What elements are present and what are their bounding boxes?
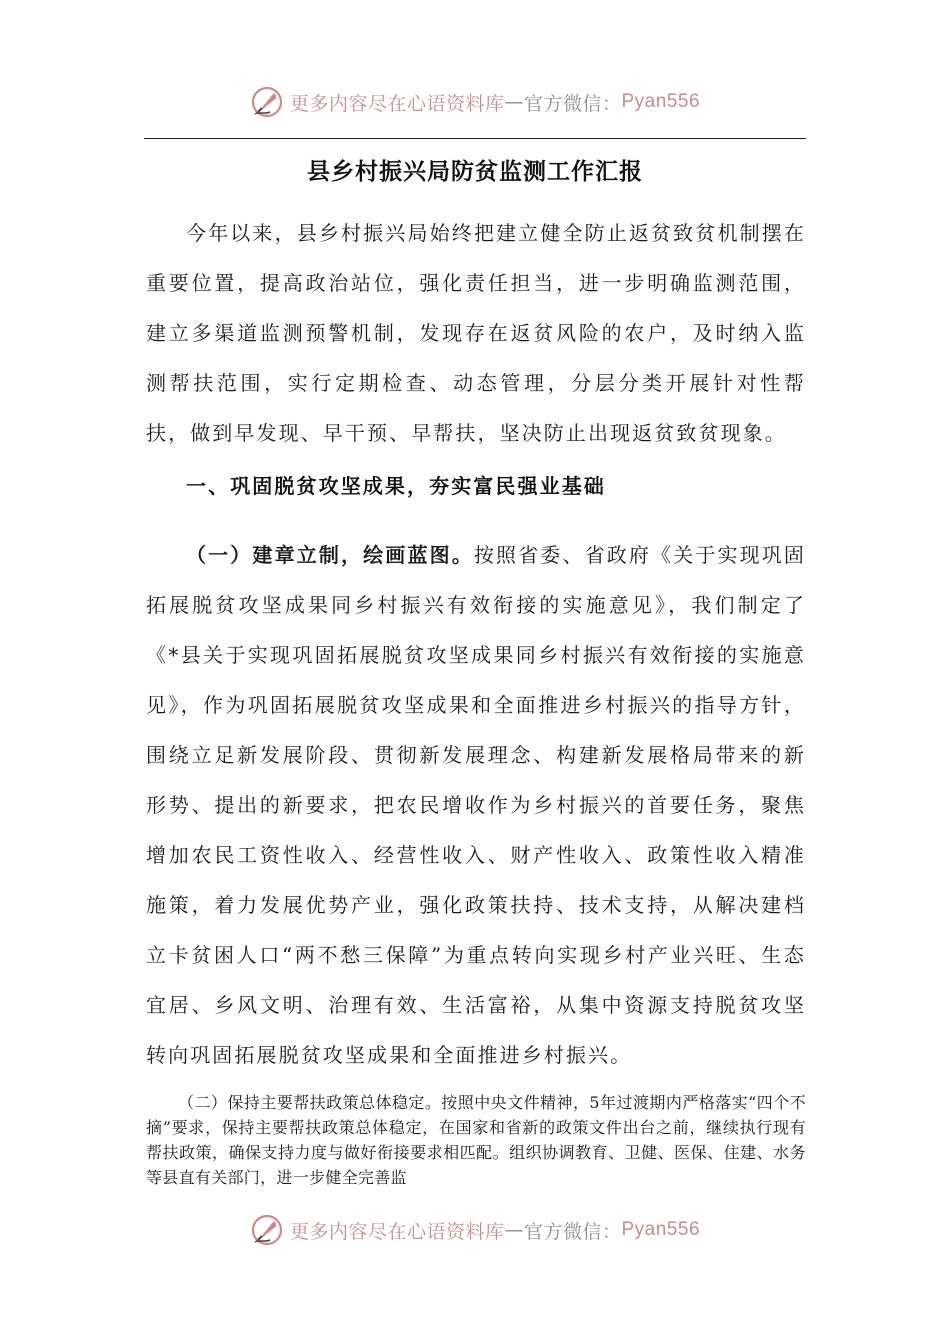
watermark-banner-top xyxy=(0,80,950,124)
watermark-wechat-id: Pyan556 xyxy=(621,1219,701,1240)
quill-logo-icon xyxy=(250,85,284,119)
quill-logo-icon xyxy=(250,1213,284,1247)
watermark-wechat-id: Pyan556 xyxy=(621,91,701,112)
subsection-1-paragraph xyxy=(146,530,806,1080)
document-title: 县乡村振兴局防贫监测工作汇报 xyxy=(307,159,643,185)
watermark-separator: — xyxy=(504,1219,524,1241)
watermark-banner-bottom xyxy=(0,1208,950,1252)
subsection-1-lead: （一）建章立制，绘画蓝图。 xyxy=(186,543,474,567)
watermark-text xyxy=(290,1217,700,1244)
watermark-text xyxy=(290,89,700,116)
section-heading-1: 一、巩固脱贫攻坚成果，夯实富民强业基础 xyxy=(186,474,606,498)
subsection-2-paragraph: （二）保持主要帮扶政策总体稳定。按照中央文件精神，5年过渡期内严格落实“四个不摘”要求，保持主要帮扶政策总体稳定，在国家和省新的政策文件出台之前，继续执行现有帮扶政策，确保支持力度与做好衔接要求相匹配。组织协调教育、卫健、医保、住建、水务等县直有关部门，进一步健全完善监 xyxy=(146,1093,806,1187)
intro-paragraph: 今年以来，县乡村振兴局始终把建立健全防止返贫致贫机制摆在重要位置，提高政治站位，强化责任担当，进一步明确监测范围，建立多渠道监测预警机制，发现存在返贫风险的农户，及时纳入监测帮扶范围，实行定期检查、动态管理，分层分类开展针对性帮扶，做到早发现、早干预、早帮扶，坚决防止出现返贫致贫现象。 xyxy=(146,221,806,445)
watermark-wechat-label: 官方微信： xyxy=(523,1220,622,1243)
header-divider xyxy=(144,138,806,139)
watermark-main: 更多内容尽在心语资料库 xyxy=(289,92,505,115)
watermark-main: 更多内容尽在心语资料库 xyxy=(289,1220,505,1243)
subsection-1-text: 按照省委、省政府《关于实现巩固拓展脱贫攻坚成果同乡村振兴有效衔接的实施意见》，我们制定了《*县关于实现巩固拓展脱贫攻坚成果同乡村振兴有效衔接的实施意见》，作为巩固拓展脱贫攻坚成果和全面推进乡村振兴的指导方针，围绕立足新发展阶段、贯彻新发展理念、构建新发展格局带来的新形势、提出的新要求，把农民增收作为乡村振兴的首要任务，聚焦增加农民工资性收入、经营性收入、财产性收入、政策性收入精准施策，着力发展优势产业，强化政策扶持、技术支持，从解决建档立卡贫困人口“两不愁三保障”为重点转向实现乡村产业兴旺、生态宜居、乡风文明、治理有效、生活富裕，从集中资源支持脱贫攻坚转向巩固拓展脱贫攻坚成果和全面推进乡村振兴。 xyxy=(146,543,806,1067)
watermark-separator: — xyxy=(504,91,524,113)
watermark-wechat-label: 官方微信： xyxy=(523,92,622,115)
